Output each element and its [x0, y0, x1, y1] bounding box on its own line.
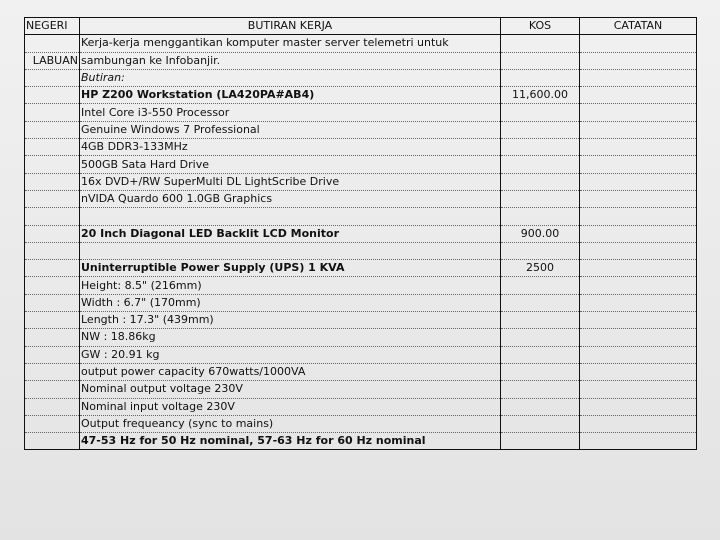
- kos-cell[interactable]: [501, 415, 580, 432]
- table-row: [25, 104, 697, 121]
- negeri-cell[interactable]: [25, 260, 80, 277]
- butiran-cell[interactable]: sambungan ke Infobanjir.: [80, 52, 501, 69]
- kos-cell[interactable]: [501, 69, 580, 86]
- kos-cell[interactable]: [501, 346, 580, 363]
- negeri-cell[interactable]: [25, 104, 80, 121]
- catatan-cell[interactable]: [580, 69, 697, 86]
- table-row: [25, 346, 697, 363]
- kos-cell[interactable]: [501, 104, 580, 121]
- table-row: [25, 87, 697, 104]
- kos-cell[interactable]: [501, 190, 580, 207]
- negeri-cell[interactable]: [25, 398, 80, 415]
- spreadsheet-sheet: [24, 17, 697, 450]
- table-row: [25, 52, 697, 69]
- negeri-cell[interactable]: [25, 156, 80, 173]
- kos-cell[interactable]: [501, 398, 580, 415]
- catatan-cell[interactable]: [580, 260, 697, 277]
- table-row: [25, 173, 697, 190]
- header-kos[interactable]: KOS: [501, 18, 580, 35]
- kos-cell[interactable]: [501, 294, 580, 311]
- kos-cell[interactable]: [501, 139, 580, 156]
- catatan-cell[interactable]: [580, 381, 697, 398]
- table-row: [25, 294, 697, 311]
- butiran-cell[interactable]: HP Z200 Workstation (LA420PA#AB4): [80, 87, 501, 104]
- butiran-cell[interactable]: Length : 17.3" (439mm): [80, 312, 501, 329]
- table-row: [25, 381, 697, 398]
- catatan-cell[interactable]: [580, 173, 697, 190]
- catatan-cell[interactable]: [580, 363, 697, 380]
- kos-cell[interactable]: 900.00: [501, 225, 580, 242]
- catatan-cell[interactable]: [580, 35, 697, 52]
- catatan-cell[interactable]: [580, 52, 697, 69]
- table-row: [25, 433, 697, 450]
- kos-cell[interactable]: 11,600.00: [501, 87, 580, 104]
- table-row: [25, 260, 697, 277]
- butiran-cell[interactable]: NW : 18.86kg: [80, 329, 501, 346]
- negeri-cell[interactable]: [25, 225, 80, 242]
- table-row: [25, 69, 697, 86]
- catatan-cell[interactable]: [580, 277, 697, 294]
- kos-cell[interactable]: [501, 156, 580, 173]
- negeri-cell[interactable]: [25, 433, 80, 450]
- kos-cell[interactable]: [501, 52, 580, 69]
- butiran-cell[interactable]: Nominal output voltage 230V: [80, 381, 501, 398]
- table-row: [25, 35, 697, 52]
- table-row: [25, 329, 697, 346]
- catatan-cell[interactable]: [580, 294, 697, 311]
- table-row: [25, 156, 697, 173]
- catatan-cell[interactable]: [580, 242, 697, 259]
- kos-cell[interactable]: [501, 208, 580, 225]
- catatan-cell[interactable]: [580, 225, 697, 242]
- negeri-cell[interactable]: [25, 139, 80, 156]
- catatan-cell[interactable]: [580, 190, 697, 207]
- kos-cell[interactable]: [501, 121, 580, 138]
- table-row: [25, 190, 697, 207]
- kos-cell[interactable]: 2500: [501, 260, 580, 277]
- negeri-cell[interactable]: [25, 415, 80, 432]
- negeri-cell[interactable]: [25, 312, 80, 329]
- butiran-cell[interactable]: output power capacity 670watts/1000VA: [80, 363, 501, 380]
- table-row: [25, 139, 697, 156]
- table-row: [25, 242, 697, 259]
- butiran-cell[interactable]: Width : 6.7" (170mm): [80, 294, 501, 311]
- butiran-cell[interactable]: Nominal input voltage 230V: [80, 398, 501, 415]
- catatan-cell[interactable]: [580, 398, 697, 415]
- butiran-cell[interactable]: Uninterruptible Power Supply (UPS) 1 KVA: [80, 260, 501, 277]
- table-row: [25, 121, 697, 138]
- kos-cell[interactable]: [501, 363, 580, 380]
- butiran-cell[interactable]: Output frequeancy (sync to mains): [80, 415, 501, 432]
- kos-cell[interactable]: [501, 433, 580, 450]
- catatan-cell[interactable]: [580, 415, 697, 432]
- catatan-cell[interactable]: [580, 104, 697, 121]
- table-row: [25, 312, 697, 329]
- negeri-cell[interactable]: [25, 346, 80, 363]
- butiran-cell[interactable]: 4GB DDR3-133MHz: [80, 139, 501, 156]
- butiran-cell[interactable]: Butiran:: [80, 69, 501, 86]
- negeri-cell[interactable]: [25, 173, 80, 190]
- butiran-cell[interactable]: Intel Core i3-550 Processor: [80, 104, 501, 121]
- header-catatan[interactable]: CATATAN: [580, 18, 697, 35]
- catatan-cell[interactable]: [580, 156, 697, 173]
- catatan-cell[interactable]: [580, 87, 697, 104]
- butiran-cell[interactable]: Height: 8.5" (216mm): [80, 277, 501, 294]
- catatan-cell[interactable]: [580, 139, 697, 156]
- catatan-cell[interactable]: [580, 121, 697, 138]
- negeri-cell[interactable]: LABUAN: [25, 52, 80, 69]
- butiran-cell[interactable]: Kerja-kerja menggantikan komputer master server telemetri untuk: [80, 35, 501, 52]
- header-row: [25, 18, 697, 35]
- catatan-cell[interactable]: [580, 433, 697, 450]
- negeri-cell[interactable]: [25, 87, 80, 104]
- butiran-cell[interactable]: GW : 20.91 kg: [80, 346, 501, 363]
- negeri-cell[interactable]: [25, 121, 80, 138]
- header-negeri[interactable]: NEGERI: [25, 18, 80, 35]
- kos-cell[interactable]: [501, 35, 580, 52]
- negeri-cell[interactable]: [25, 242, 80, 259]
- table-row: [25, 277, 697, 294]
- negeri-cell[interactable]: [25, 294, 80, 311]
- butiran-cell[interactable]: 500GB Sata Hard Drive: [80, 156, 501, 173]
- kos-cell[interactable]: [501, 242, 580, 259]
- butiran-cell[interactable]: [80, 208, 501, 225]
- negeri-cell[interactable]: [25, 69, 80, 86]
- butiran-cell[interactable]: 47-53 Hz for 50 Hz nominal, 57-63 Hz for 60 Hz nominal: [80, 433, 501, 450]
- kos-cell[interactable]: [501, 312, 580, 329]
- butiran-cell[interactable]: [80, 242, 501, 259]
- table-row: [25, 363, 697, 380]
- catatan-cell[interactable]: [580, 329, 697, 346]
- butiran-cell[interactable]: 16x DVD+/RW SuperMulti DL LightScribe Drive: [80, 173, 501, 190]
- kos-cell[interactable]: [501, 173, 580, 190]
- negeri-cell[interactable]: [25, 190, 80, 207]
- negeri-cell[interactable]: [25, 277, 80, 294]
- kos-cell[interactable]: [501, 381, 580, 398]
- negeri-cell[interactable]: [25, 363, 80, 380]
- negeri-cell[interactable]: [25, 381, 80, 398]
- table-row: [25, 398, 697, 415]
- butiran-cell[interactable]: Genuine Windows 7 Professional: [80, 121, 501, 138]
- negeri-cell[interactable]: [25, 329, 80, 346]
- catatan-cell[interactable]: [580, 208, 697, 225]
- table-row: [25, 415, 697, 432]
- butiran-cell[interactable]: nVIDA Quardo 600 1.0GB Graphics: [80, 190, 501, 207]
- kos-cell[interactable]: [501, 329, 580, 346]
- header-butiran[interactable]: BUTIRAN KERJA: [80, 18, 501, 35]
- table-row: [25, 208, 697, 225]
- table-row: [25, 225, 697, 242]
- kos-cell[interactable]: [501, 277, 580, 294]
- catatan-cell[interactable]: [580, 312, 697, 329]
- butiran-cell[interactable]: 20 Inch Diagonal LED Backlit LCD Monitor: [80, 225, 501, 242]
- cost-table: [24, 17, 697, 450]
- negeri-cell[interactable]: [25, 35, 80, 52]
- catatan-cell[interactable]: [580, 346, 697, 363]
- negeri-cell[interactable]: [25, 208, 80, 225]
